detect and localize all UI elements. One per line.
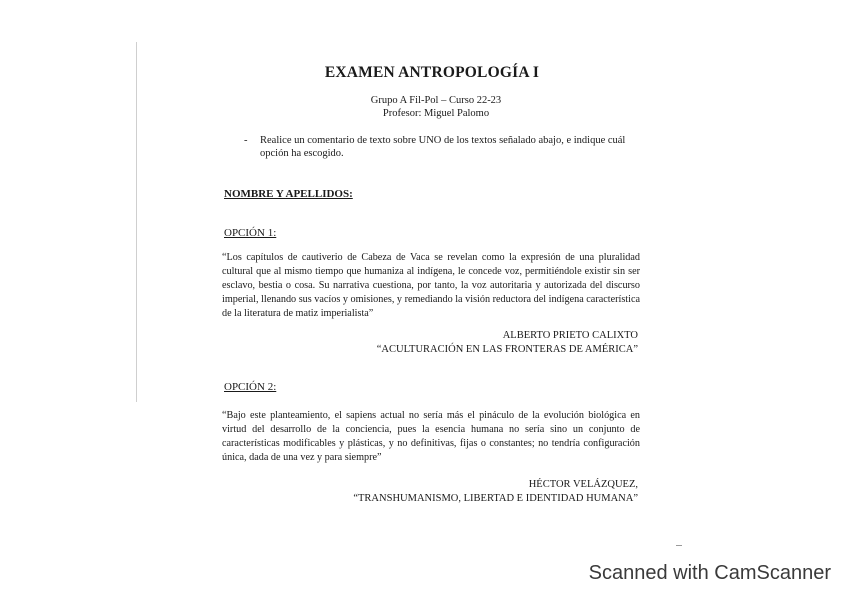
name-field-label: NOMBRE Y APELLIDOS: bbox=[224, 188, 353, 200]
scan-speck bbox=[676, 545, 682, 546]
camscanner-watermark: Scanned with CamScanner bbox=[588, 562, 831, 584]
option2-citation bbox=[222, 478, 638, 506]
option1-work: “ACULTURACIÓN EN LAS FRONTERAS DE AMÉRICA” bbox=[376, 344, 638, 355]
exam-title: EXAMEN ANTROPOLOGÍA I bbox=[324, 64, 540, 81]
option2-quote: “Bajo este planteamiento, el sapiens actual no sería más el pináculo de la evolución biológica en virtud del desarrollo de la conciencia, pues la esencia humana no sería sino un conjunto de características modificables y plásticas, y no definitivas, fijas o constantes; no tendría configuración única, dada de una vez y para siempre” bbox=[222, 410, 640, 463]
option1-label: OPCIÓN 1: bbox=[224, 227, 277, 239]
option1-citation bbox=[222, 329, 638, 357]
group-line: Grupo A Fil-Pol – Curso 22-23 bbox=[370, 95, 502, 106]
option2-work: “TRANSHUMANISMO, LIBERTAD E IDENTIDAD HUMANA” bbox=[353, 493, 638, 504]
instruction-text: Realice un comentario de texto sobre UNO de los textos señalado abajo, e indique cuál opción ha escogido. bbox=[260, 135, 626, 159]
option2-author: HÉCTOR VELÁZQUEZ, bbox=[528, 479, 638, 490]
option1-quote: “Los capítulos de cautiverio de Cabeza de Vaca se revelan como la expresión de una pluralidad cultural que al mismo tiempo que humaniza al indígena, le concede voz, permitiéndole existir sin ser esclavo, bestia o cosa. Su narrativa cuestiona, por tanto, la voz autoritaria y autorizada del discurso imperial, llenando sus vacíos y omisiones, y remediando la visión reductora del indígena característica de la literatura de matiz imperialista” bbox=[222, 252, 640, 319]
professor-line: Profesor: Miguel Palomo bbox=[382, 108, 490, 119]
option1-author: ALBERTO PRIETO CALIXTO bbox=[502, 330, 638, 341]
option2-label: OPCIÓN 2: bbox=[224, 381, 277, 393]
instruction-bullet: - bbox=[244, 135, 248, 146]
instruction-item bbox=[244, 134, 644, 160]
